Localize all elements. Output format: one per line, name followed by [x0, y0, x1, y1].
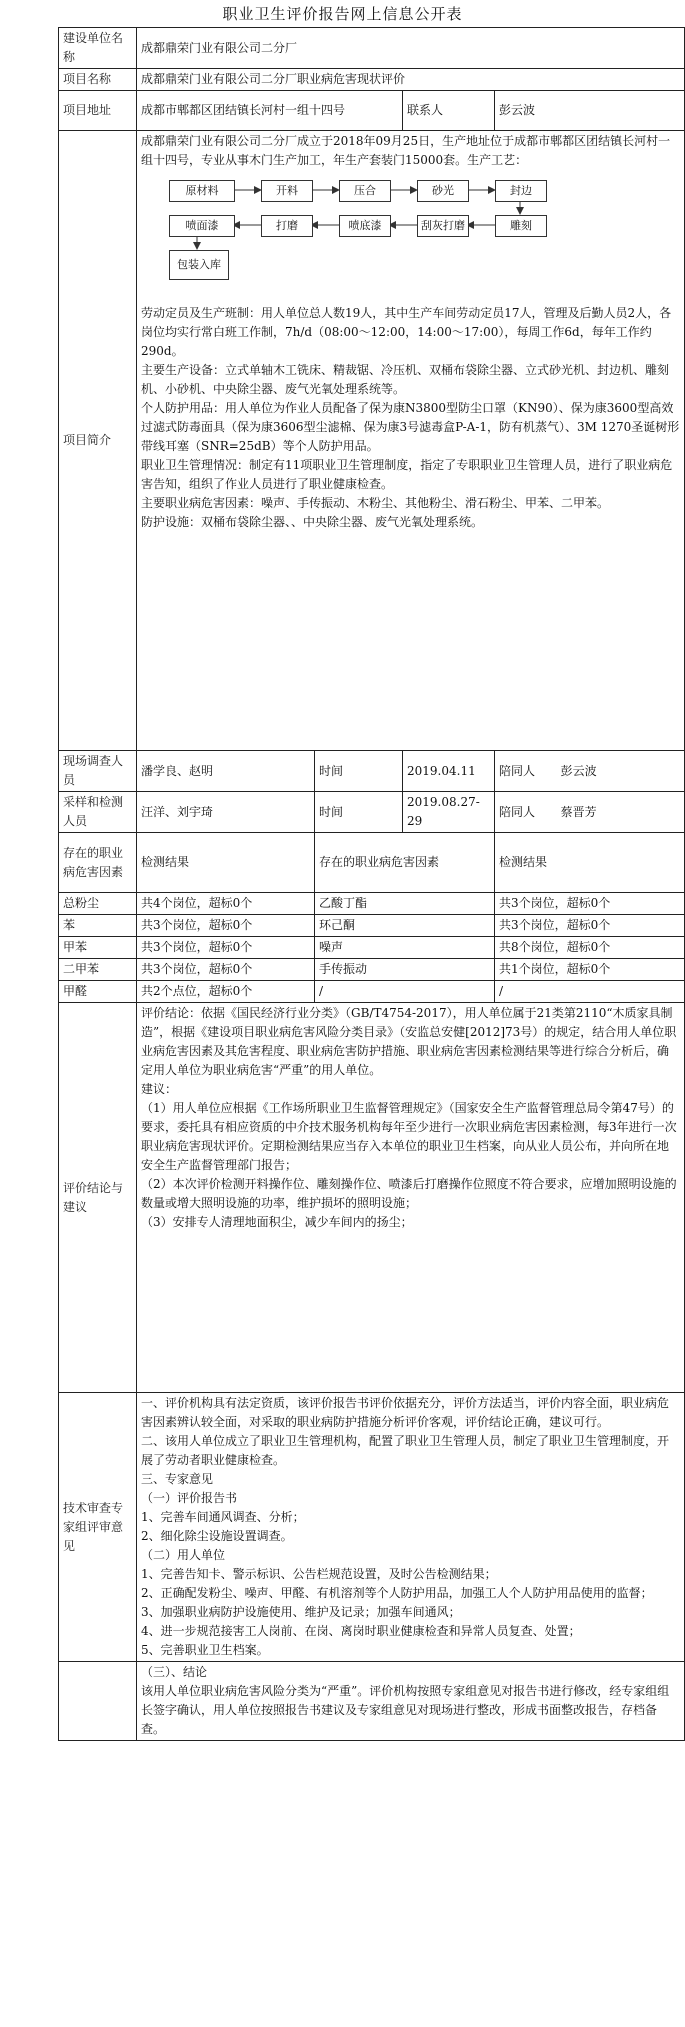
contact-value: 彭云波	[495, 91, 685, 131]
review-content	[137, 1393, 685, 1662]
row-intro	[59, 131, 685, 751]
project-value: 成都鼎荣门业有限公司二分厂职业病危害现状评价	[137, 69, 685, 91]
hazard-result-right: 共3个岗位，超标0个	[495, 893, 685, 915]
hazard-result-left: 共4个岗位，超标0个	[137, 893, 315, 915]
survey-time-label: 时间	[315, 751, 403, 792]
hazard-header-row	[59, 833, 685, 893]
hazard-factor-left: 二甲苯	[59, 959, 137, 981]
hazard-factor-right: 乙酸丁酯	[315, 893, 495, 915]
contact-label: 联系人	[403, 91, 495, 131]
hazard-factor-right: 环己酮	[315, 915, 495, 937]
hazard-row	[59, 893, 685, 915]
flow-node-primer-spray: 喷底漆	[339, 215, 391, 237]
unit-value: 成都鼎荣门业有限公司二分厂	[137, 28, 685, 69]
review-line: （二）用人单位	[141, 1548, 226, 1562]
hazard-row	[59, 959, 685, 981]
conclusion-paragraph-1: 评价结论：依据《国民经济行业分类》（GB/T4754-2017），用人单位属于21类第2110“木质家具制造”，根据《建设项目职业病危害风险分类目录》（安监总安健[2012]73号）的规定，结合用人单位职业病危害因素及其危害程度、职业病危害防护措施、职业病危害因素检测结果等进行综合分析后，确定用人单位为职业病危害“严重”的用人单位。	[141, 1006, 677, 1077]
hazard-result-left: 共3个岗位，超标0个	[137, 937, 315, 959]
intro-paragraph-7: 防护设施：双桶布袋除尘器、、中央除尘器、废气光氧处理系统。	[141, 515, 484, 529]
intro-paragraph-4: 个人防护用品：用人单位为作业人员配备了保为康N3800型防尘口罩（KN90）、保为康3600型高效过滤式防毒面具（保为康3606型尘滤棉、保为康3号滤毒盒P-A-1，防有机蒸气）、3M 1270圣诞树形带线耳塞（SNR=25dB）等个人防护用品。	[141, 401, 680, 453]
intro-paragraph-5: 职业卫生管理情况：制定有11项职业卫生管理制度，指定了专职职业卫生管理人员，进行了职业病危害告知，组织了作业人员进行了职业健康检查。	[141, 458, 673, 491]
sampling-accomp-label: 陪同人	[499, 804, 536, 819]
review-line: 5、完善职业卫生档案。	[141, 1643, 269, 1657]
sampling-accomp-value: 蔡晋芳	[560, 804, 597, 819]
survey-accomp-value: 彭云波	[560, 763, 597, 778]
page-title: 职业卫生评价报告网上信息公开表	[222, 5, 463, 23]
review-line: 1、完善车间通风调查、分析；	[141, 1510, 305, 1524]
flow-node-polishing: 打磨	[261, 215, 313, 237]
flow-node-topcoat-spray: 喷面漆	[169, 215, 235, 237]
flow-node-sanding: 砂光	[417, 180, 469, 202]
review-line: 2、正确配发粉尘、噪声、甲醛、有机溶剂等个人防护用品，加强工人个人防护用品使用的监督；	[141, 1586, 653, 1600]
flow-node-edge-banding: 封边	[495, 180, 547, 202]
flow-node-raw-material: 原材料	[169, 180, 235, 202]
hazard-result-right: /	[495, 981, 685, 1003]
review-conclusion-heading: （三）、结论	[141, 1665, 208, 1679]
address-label: 项目地址	[59, 91, 137, 131]
conclusion-paragraph-5: （3）安排专人清理地面积尘，减少车间内的扬尘；	[141, 1215, 413, 1229]
hazard-result-right: 共8个岗位，超标0个	[495, 937, 685, 959]
flow-node-pressing: 压合	[339, 180, 391, 202]
process-flow-diagram	[161, 176, 641, 296]
review-line: 一、评价机构具有法定资质，该评价报告书评价依据充分，评价方法适当，评价内容全面，职业病危害因素辨认较全面，对采取的职业病防护措施分析评价客观，评价结论正确，建议可行。	[141, 1396, 670, 1429]
review-line: 3、加强职业病防护设施使用、维护及记录；加强车间通风；	[141, 1605, 461, 1619]
row-project	[59, 69, 685, 91]
review-line: 4、进一步规范接害工人岗前、在岗、离岗时职业健康检查和异常人员复查、处置；	[141, 1624, 581, 1638]
survey-accomp-label: 陪同人	[499, 763, 536, 778]
conclusion-paragraph-4: （2）本次评价检测开料操作位、雕刻操作位、喷漆后打磨操作位照度不符合要求，应增加照明设施的数量或增大照明设施的功率，维护损坏的照明设施；	[141, 1177, 677, 1210]
hazard-row	[59, 981, 685, 1003]
hazard-factor-left: 苯	[59, 915, 137, 937]
hazard-row	[59, 915, 685, 937]
hazard-row	[59, 937, 685, 959]
row-unit	[59, 28, 685, 69]
intro-paragraph-2: 劳动定员及生产班制：用人单位总人数19人，其中生产车间劳动定员17人，管理及后勤人员2人，各岗位均实行常白班工作制，7h/d（08:00～12:00，14:00～17:00），每周工作6d，每年工作约290d。	[141, 306, 672, 358]
hazard-header-factor-1: 存在的职业病危害因素	[59, 833, 137, 893]
conclusion-label: 评价结论与建议	[59, 1003, 137, 1393]
intro-paragraph-6: 主要职业病危害因素：噪声、手传振动、木粉尘、其他粉尘、滑石粉尘、甲苯、二甲苯。	[141, 496, 610, 510]
project-label: 项目名称	[59, 69, 137, 91]
row-review-conclusion	[59, 1662, 685, 1741]
hazard-result-left: 共3个岗位，超标0个	[137, 915, 315, 937]
intro-paragraph-1: 成都鼎荣门业有限公司二分厂成立于2018年09月25日，生产地址位于成都市郫都区团结镇长河村一组十四号，专业从事木门生产加工，年生产套装门15000套。生产工艺：	[141, 134, 671, 167]
hazard-factor-right: 手传振动	[315, 959, 495, 981]
hazard-factor-right: /	[315, 981, 495, 1003]
conclusion-content	[137, 1003, 685, 1393]
row-conclusion	[59, 1003, 685, 1393]
review-conclusion-text: 该用人单位职业病危害风险分类为“严重”。评价机构按照专家组意见对报告书进行修改，经专家组组长签字确认，用人单位按照报告书建议及专家组意见对现场进行整改，形成书面整改报告，存档备查。	[141, 1684, 670, 1736]
hazard-header-factor-2: 存在的职业病危害因素	[315, 833, 495, 893]
conclusion-paragraph-3: （1）用人单位应根据《工作场所职业卫生监督管理规定》（国家安全生产监督管理总局令第47号）的要求，委托具有相应资质的中介技术服务机构每年至少进行一次职业病危害因素检测，每3年进行一次职业病危害现状评价。定期检测结果应当存入本单位的职业卫生档案，向从业人员公布，并向所在地安全生产监督管理部门报告；	[141, 1101, 677, 1172]
flow-node-carving: 雕刻	[495, 215, 547, 237]
review-conclusion	[137, 1662, 685, 1741]
hazard-result-right: 共3个岗位，超标0个	[495, 915, 685, 937]
intro-label: 项目简介	[59, 131, 137, 751]
hazard-result-left: 共2个点位，超标0个	[137, 981, 315, 1003]
unit-label: 建设单位名称	[59, 28, 137, 69]
review-line: 三、专家意见	[141, 1472, 214, 1486]
sampling-accomp	[495, 792, 685, 833]
row-survey	[59, 751, 685, 792]
review-line: （一）评价报告书	[141, 1491, 238, 1505]
sampling-label: 采样和检测人员	[59, 792, 137, 833]
intro-content	[137, 131, 685, 751]
hazard-result-right: 共1个岗位，超标0个	[495, 959, 685, 981]
survey-label: 现场调查人员	[59, 751, 137, 792]
sampling-time: 2019.08.27-29	[403, 792, 495, 833]
hazard-header-result-1: 检测结果	[137, 833, 315, 893]
survey-time: 2019.04.11	[403, 751, 495, 792]
hazard-factor-right: 噪声	[315, 937, 495, 959]
sampling-people: 汪洋、刘宇琦	[137, 792, 315, 833]
hazard-factor-left: 甲苯	[59, 937, 137, 959]
flow-node-packaging: 包装入库	[169, 250, 229, 280]
hazard-factor-left: 甲醛	[59, 981, 137, 1003]
info-table	[58, 27, 685, 1741]
hazard-factor-left: 总粉尘	[59, 893, 137, 915]
review-label-continued	[59, 1662, 137, 1741]
intro-paragraph-3: 主要生产设备：立式单轴木工铣床、精裁锯、冷压机、双桶布袋除尘器、立式砂光机、封边机、雕刻机、小砂机、中央除尘器、废气光氧处理系统等。	[141, 363, 670, 396]
address-value: 成都市郫都区团结镇长河村一组十四号	[137, 91, 403, 131]
hazard-result-left: 共3个岗位，超标0个	[137, 959, 315, 981]
review-label: 技术审查专家组评审意见	[59, 1393, 137, 1662]
survey-accomp	[495, 751, 685, 792]
survey-people: 潘学良、赵明	[137, 751, 315, 792]
review-line: 1、完善告知卡、警示标识、公告栏规范设置，及时公告检测结果；	[141, 1567, 497, 1581]
review-line: 二、该用人单位成立了职业卫生管理机构，配置了职业卫生管理人员，制定了职业卫生管理制度，开展了劳动者职业健康检查。	[141, 1434, 670, 1467]
review-line: 2、细化除尘设施设置调查。	[141, 1529, 293, 1543]
hazard-header-result-2: 检测结果	[495, 833, 685, 893]
flow-node-cutting: 开料	[261, 180, 313, 202]
flow-node-putty-sanding: 刮灰打磨	[417, 215, 469, 237]
row-review	[59, 1393, 685, 1662]
conclusion-paragraph-2: 建议：	[141, 1082, 178, 1096]
row-sampling	[59, 792, 685, 833]
row-address	[59, 91, 685, 131]
sampling-time-label: 时间	[315, 792, 403, 833]
